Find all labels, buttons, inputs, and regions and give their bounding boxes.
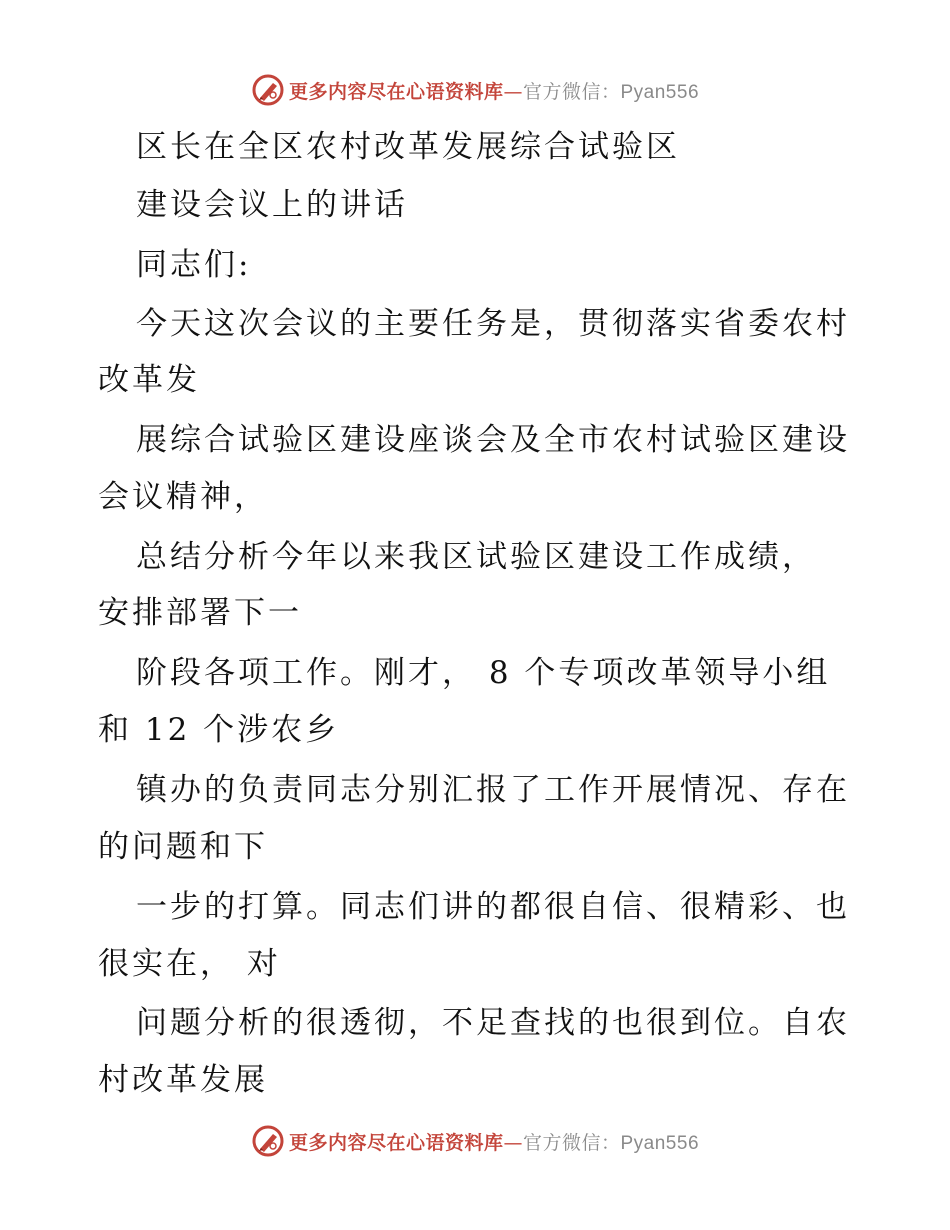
paragraph-line: 安排部署下一 [98, 595, 302, 631]
paragraph-line: 今天这次会议的主要任务是，贯彻落实省委农村 [136, 306, 850, 342]
paragraph-line: 很实在， 对 [98, 946, 281, 982]
paragraph-line: 会议精神， [98, 479, 268, 515]
paragraph-line: 改革发 [98, 362, 200, 398]
paragraph-line: 一步的打算。同志们讲的都很自信、很精彩、也 [136, 889, 850, 925]
salutation: 同志们: [136, 247, 252, 283]
paragraph-line: 和 12 个涉农乡 [98, 712, 340, 748]
paragraph-line: 村改革发展 [98, 1062, 268, 1098]
paragraph-line: 展综合试验区建设座谈会及全市农村试验区建设 [136, 422, 850, 458]
paragraph-line: 总结分析今年以来我区试验区建设工作成绩， [136, 539, 816, 575]
paragraph-line: 镇办的负责同志分别汇报了工作开展情况、存在 [136, 772, 850, 808]
paragraph-line: 问题分析的很透彻，不足查找的也很到位。自农 [136, 1005, 850, 1041]
watermark-text: 更多内容尽在心语资料库—官方微信：Pyan556 [288, 1131, 700, 1154]
doc-title-line-2: 建设会议上的讲话 [136, 187, 408, 223]
footer-watermark-banner [0, 1121, 950, 1161]
paragraph-line: 的问题和下 [98, 829, 268, 865]
paragraph-line: 阶段各项工作。刚才， 8 个专项改革领导小组 [136, 655, 831, 691]
doc-title-line-1: 区长在全区农村改革发展综合试验区 [136, 129, 680, 165]
watermark-text: 更多内容尽在心语资料库—官方微信：Pyan556 [288, 80, 700, 103]
pen-logo-icon [251, 1124, 285, 1158]
